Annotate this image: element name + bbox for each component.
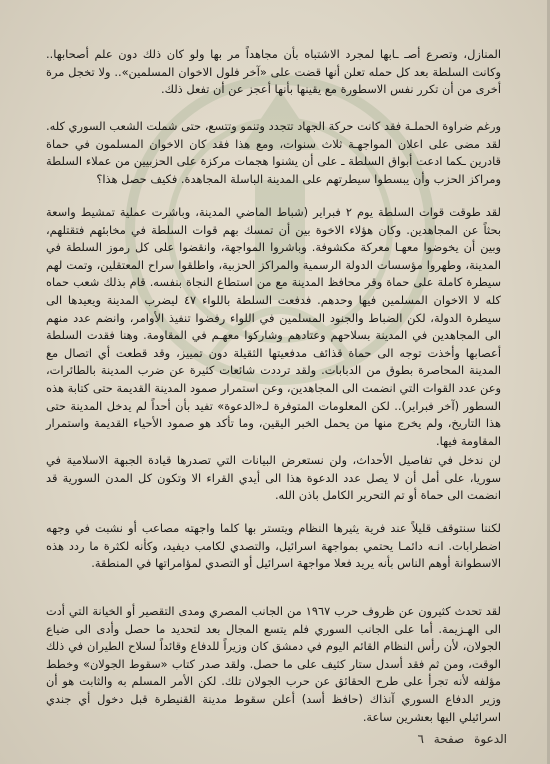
paragraph-text: لن ندخل في تفاصيل الأحداث، ولن نستعرض البيانات التي تصدرها قيادة الجبهة الاسلامية في سوريا، على أمل أن لا يصل عدد الدعوة هذا الى أيدي القراء الا وتكون كل المدن السورية قد انضمت الى حماة أو تم التحرير الكامل باذن الله. <box>46 453 501 503</box>
paragraph-text: لقد طوقت قوات السلطة يوم ٢ فبراير (شباط الماضي المدينة، وباشرت عملية تمشيط واسعة بحثاً عن المجاهدين. وكان هؤلاء الاخوة بين أن تمسك بهم قوات السلطة في مخابئهم فتقتلهم، وبين أن يخوضوا معهـا معركة مكشوفة. وباشروا المواجهة، وانقضوا على كل رموز السلطة في المدينة، وطهروا مؤسسات الدولة الرسمية والمراكز الحزبية، واطلقوا سراح المعتقلين، وتمت لهم سيطرة كاملة على حماة وقر محافظ المدينة مع من استطاع النجاة بنفسه. قام بذلك شعب حماه كله لا الاخوان المسلمين فيها وحدهم. فدفعت السلطة باللواء ٤٧ ليضرب المدينة ويعيدها الى سيطرة الدولة، لكن الضباط والجنود المسلمين في اللواء رفضوا تنفيذ الأوامر، وانضم عدد منهم الى المجاهدين في المدينة بسلاحهم وعتادهم وشاركوا معهـم في المقاومة. وهنا فقدت السلطة أعصابها وأخذت توجه الى حماة قذائف مدفعيتها الثقيلة دون تمييز، وقد قطعت أي اتصال مع المدينة المحاصرة بطوق من الدبابات. ولقد ترددت شائعات كثيرة عن ضرب المدينة بالطائرات، وعن عدد القوات التي انضمت الى المجاهدين، وعن استمرار صمود المدينة القديمة حتى كتابة هذه السطور (آخر فبراير).. لكن المعلومات المتوفرة لـ«الدعوة» تفيد بأن أحداً لم يدخل المدينة حتى هذا التاريخ، ولم يخرج منها من يحمل الخبر اليقين، وما تأكد هو صمود الأحياء القديمة واستمرار المقاومة فيها. <box>46 205 502 448</box>
page-number: ٦ <box>417 732 424 746</box>
magazine-name: الدعوة <box>474 732 507 746</box>
paragraph-2 <box>46 118 501 188</box>
paragraph-1 <box>46 46 501 99</box>
paragraph-3 <box>46 204 501 450</box>
paragraph-6 <box>46 603 501 726</box>
paragraph-text: لقد تحدث كثيرون عن ظروف حرب ١٩٦٧ من الجانب المصري ومدى التقصير أو الخيانة التي أدت الى الهـزيمة. أما على الجانب السوري فلم يتسع المجال بعد لتحديد ما حصل وأدى الى ضياع الجولان، لأن رأس النظام القائم اليوم في دمشق كان وزيراً للدفاع وقائداً لسلاح الطيران في ذلك الوقت، ومن ثم فقد أسدل ستار كثيف على ما حصل. ولقد صدر كتاب «سقوط الجولان» وخطط مؤلفه لأنه تجرأ على طرح الحقائق عن حرب الجولان تلك. لكن الأمر المسلم به والثابت هو أن وزير الدفاع السوري آنذاك (حافظ أسد) أعلن سقوط مدينة القنيطرة قبل دخول أي جندي اسرائيلي اليها بعشرين ساعة. <box>46 604 501 724</box>
paragraph-text: لكننا سنتوقف قليلاً عند فرية يثيرها النظام ويتستر بها كلما واجهته مصاعب أو نشبت في وجهه اضطرابات. انـه دائمـا يحتمي بمواجهة اسرائيل، والتصدي لكامب ديفيد، وكأنه لكثرة ما ردد هذه الاسطوانة أوهم الناس بأنه يريد فعلا مواجهة اسرائيل أو التصدي لمؤامراتها في المنطقة. <box>46 521 501 571</box>
paragraph-4 <box>46 452 501 505</box>
paragraph-5 <box>46 520 501 573</box>
page-label: صفحة <box>433 732 465 746</box>
page-footer <box>412 732 508 746</box>
paragraph-text: ورغم ضراوة الحملـة فقد كانت حركة الجهاد تتجدد وتنمو وتتسع، حتى شملت الشعب السوري كله. لقد مضى على اعلان المواجهـة ثلاث سنوات، ومع هذا فقد كان الاخوان المسلمون في حماة قادرين ـكما ادعت أبواق السلطة ـ على أن يشنوا هجمات مركزة على الحزبيين من عملاء السلطة ومراكز الحزب وأن يبسطوا سيطرتهم على المدينة الباسلة المجاهدة. فكيف حصل هذا؟ <box>46 119 501 186</box>
paragraph-text: المنازل، وتصرع أصـ ـابها لمجرد الاشتباه بأن مجاهداً مر بها ولو كان ذلك دون علم أصحابها.. وكانت السلطة بعد كل حمله تعلن أنها قضت على «آخر فلول الاخوان المسلمين».. ولا تخجل مرة أخرى من أن تكرر نفس الاسطورة مع يقينها بأنها أعجز عن أن تفعل ذلك. <box>46 47 501 97</box>
